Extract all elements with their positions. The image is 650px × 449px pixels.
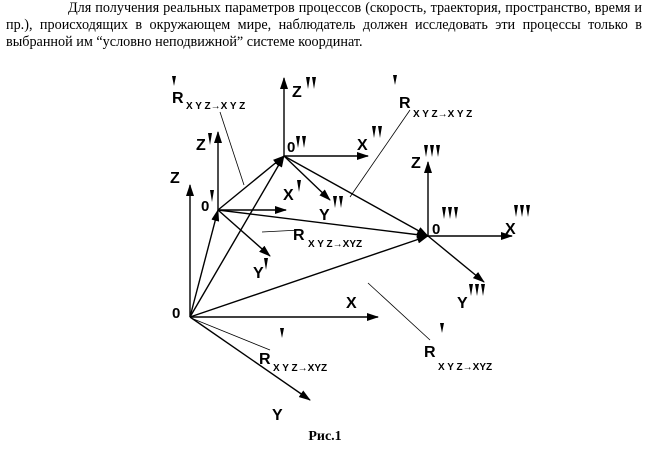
svg-text:X Y Z→X Y Z: X Y Z→X Y Z (186, 101, 246, 112)
leader-lines (191, 110, 430, 350)
axis-z2-label: Z (292, 84, 302, 101)
svg-text:X Y Z→XYZ: X Y Z→XYZ (273, 363, 328, 374)
r-label-middle (293, 227, 362, 250)
svg-text:R: R (424, 344, 436, 361)
origin-2-label: 0 (287, 139, 296, 156)
axis-x0-label: X (346, 295, 357, 312)
r-label-bottom-right (424, 323, 492, 373)
svg-text:X Y Z→X Y Z: X Y Z→X Y Z (413, 109, 473, 120)
prime-marks-2 (296, 77, 382, 208)
r-label-bottom-left (259, 328, 327, 374)
svg-text:R: R (172, 90, 184, 107)
svg-text:R: R (259, 351, 271, 368)
origin-1-label: 0 (201, 198, 210, 215)
axis-z0-label: Z (170, 170, 180, 187)
axis-x1-label: X (283, 187, 294, 204)
svg-text:R: R (399, 95, 411, 112)
axis-x2-label: X (357, 137, 368, 154)
axis-z3-label: Z (411, 155, 421, 172)
axis-z1-label: Z (196, 137, 206, 154)
svg-text:R: R (293, 227, 305, 244)
svg-text:X Y Z→XYZ: X Y Z→XYZ (308, 239, 363, 250)
origin-3-label: 0 (432, 221, 441, 238)
system-1-axes (218, 132, 286, 256)
figure-caption: Рис.1 (308, 429, 342, 444)
axis-y0-label: Y (272, 407, 283, 424)
axis-y1-label: Y (253, 265, 264, 282)
r-label-top-left (172, 76, 245, 112)
svg-text:X Y Z→XYZ: X Y Z→XYZ (438, 362, 493, 373)
system-3-axes (428, 162, 512, 282)
r-label-top-right (393, 75, 472, 120)
axis-y2-label: Y (319, 207, 330, 224)
axis-x3-label: X (505, 221, 516, 238)
axis-y3-label: Y (457, 295, 468, 312)
origin-0-label: 0 (172, 305, 181, 322)
paragraph-text: Для получения реальных параметров процессов (скорость, траектория, пространство, время и пр.), происходящих в окружающем мире, наблюдатель должен исследовать эти процессы только в выбранной им “условно неподвижной” системе координат. (6, 0, 642, 50)
